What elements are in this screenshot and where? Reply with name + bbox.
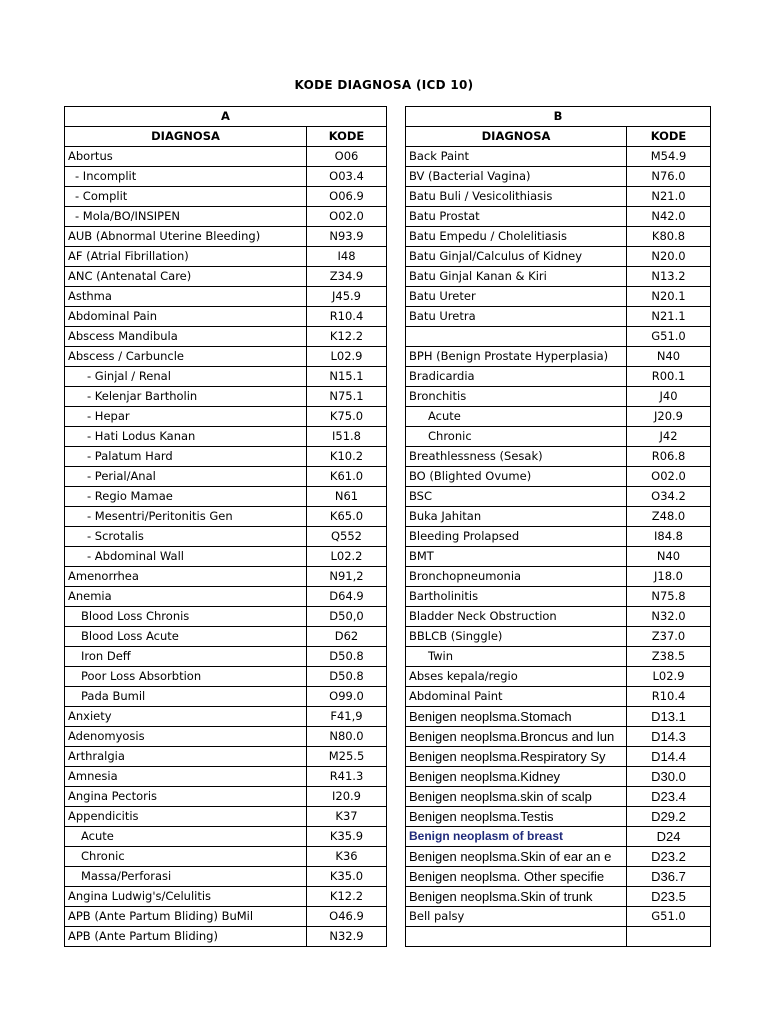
table-row [406,687,711,707]
table-row [65,687,387,707]
kode-cell: O34.2 [627,487,711,507]
kode-cell: K61.0 [307,467,387,487]
table-row [65,507,387,527]
kode-cell: R10.4 [307,307,387,327]
diagnosa-cell [406,327,627,347]
table-row [406,407,711,427]
table-row [65,527,387,547]
diagnosa-cell: Back Paint [406,147,627,167]
kode-cell: N21.0 [627,187,711,207]
kode-cell: R10.4 [627,687,711,707]
diagnosa-cell: ANC (Antenatal Care) [65,267,307,287]
kode-cell: N20.0 [627,247,711,267]
table-row [65,447,387,467]
table-row [406,227,711,247]
diagnosa-cell: - Mesentri/Peritonitis Gen [65,507,307,527]
diagnosa-cell: AUB (Abnormal Uterine Bleeding) [65,227,307,247]
table-row [65,367,387,387]
kode-cell: F41,9 [307,707,387,727]
diagnosa-cell: APB (Ante Partum Bliding) [65,927,307,947]
table-row [406,467,711,487]
table-row [65,927,387,947]
diagnosa-cell: AF (Atrial Fibrillation) [65,247,307,267]
kode-cell: L02.9 [627,667,711,687]
diagnosa-cell: Batu Uretra [406,307,627,327]
table-row [65,587,387,607]
table-row [406,927,711,947]
diagnosa-cell: Abdominal Paint [406,687,627,707]
diagnosa-cell: Acute [65,827,307,847]
kode-cell: D50.8 [307,647,387,667]
kode-cell: J42 [627,427,711,447]
diagnosa-cell: Arthralgia [65,747,307,767]
diagnosa-cell: Adenomyosis [65,727,307,747]
table-row [406,487,711,507]
table-row [406,727,711,747]
table-row [65,207,387,227]
diagnosa-cell: Abscess Mandibula [65,327,307,347]
diagnosa-cell: Buka Jahitan [406,507,627,527]
diagnosa-cell: Batu Buli / Vesicolithiasis [406,187,627,207]
table-row [65,227,387,247]
table-row [406,787,711,807]
diagnosa-cell: - Scrotalis [65,527,307,547]
table-row [65,327,387,347]
kode-cell: K75.0 [307,407,387,427]
kode-cell: D64.9 [307,587,387,607]
diagnosa-cell: Benign neoplasm of breast [406,827,627,847]
kode-cell: Z37.0 [627,627,711,647]
kode-cell: K35.0 [307,867,387,887]
table-row [65,907,387,927]
table-row [65,287,387,307]
diagnosis-table-a [64,106,387,947]
kode-cell: N32.9 [307,927,387,947]
diagnosa-cell: Chronic [65,847,307,867]
diagnosa-cell: APB (Ante Partum Bliding) BuMil [65,907,307,927]
kode-cell: N80.0 [307,727,387,747]
diagnosa-cell: Bronchopneumonia [406,567,627,587]
diagnosa-cell: - Palatum Hard [65,447,307,467]
table-row [406,347,711,367]
column-header-kode: KODE [627,127,711,147]
kode-cell: J18.0 [627,567,711,587]
diagnosa-cell: - Mola/BO/INSIPEN [65,207,307,227]
diagnosa-cell: Angina Pectoris [65,787,307,807]
table-row [65,827,387,847]
kode-cell: K65.0 [307,507,387,527]
table-row [65,667,387,687]
table-row [65,767,387,787]
kode-cell: D30.0 [627,767,711,787]
kode-cell: N93.9 [307,227,387,247]
diagnosis-table-b [405,106,711,947]
diagnosa-cell: Bladder Neck Obstruction [406,607,627,627]
table-row [406,807,711,827]
kode-cell: K80.8 [627,227,711,247]
diagnosa-cell: Benigen neoplsma.Testis [406,807,627,827]
table-row [65,887,387,907]
diagnosa-cell: Abscess / Carbuncle [65,347,307,367]
diagnosa-cell: Batu Ureter [406,287,627,307]
diagnosa-cell: Benigen neoplsma. Other specifie [406,867,627,887]
diagnosa-cell: Bell palsy [406,907,627,927]
diagnosa-cell: Abortus [65,147,307,167]
kode-cell: K10.2 [307,447,387,467]
table-row [406,587,711,607]
table-row [406,907,711,927]
table-row [406,367,711,387]
kode-cell: G51.0 [627,327,711,347]
table-row [406,847,711,867]
kode-cell: I84.8 [627,527,711,547]
table-row [406,187,711,207]
kode-cell: M54.9 [627,147,711,167]
kode-cell: D14.4 [627,747,711,767]
kode-cell: D23.4 [627,787,711,807]
table-row [65,147,387,167]
table-row [406,147,711,167]
diagnosa-cell: Anemia [65,587,307,607]
kode-cell: D62 [307,627,387,647]
table-row [65,267,387,287]
kode-cell: K12.2 [307,327,387,347]
diagnosa-cell [406,927,627,947]
diagnosa-cell: Benigen neoplsma.Kidney [406,767,627,787]
diagnosa-cell: Bleeding Prolapsed [406,527,627,547]
table-row [406,207,711,227]
kode-cell: J40 [627,387,711,407]
table-row [65,787,387,807]
kode-cell: Z48.0 [627,507,711,527]
table-row [406,507,711,527]
kode-cell: N21.1 [627,307,711,327]
diagnosa-cell: - Abdominal Wall [65,547,307,567]
kode-cell: R00.1 [627,367,711,387]
table-row [406,527,711,547]
table-row [65,467,387,487]
table-row [65,807,387,827]
table-row [406,747,711,767]
section-header-b: B [406,107,711,127]
column-header-diagnosa: DIAGNOSA [406,127,627,147]
kode-cell: N13.2 [627,267,711,287]
diagnosa-cell: Benigen neoplsma.Stomach [406,707,627,727]
table-row [65,167,387,187]
kode-cell: I20.9 [307,787,387,807]
diagnosa-cell: BV (Bacterial Vagina) [406,167,627,187]
diagnosa-cell: Benigen neoplsma.skin of scalp [406,787,627,807]
kode-cell: O06.9 [307,187,387,207]
diagnosa-cell: Angina Ludwig's/Celulitis [65,887,307,907]
diagnosa-cell: BPH (Benign Prostate Hyperplasia) [406,347,627,367]
kode-cell: M25.5 [307,747,387,767]
table-row [406,287,711,307]
diagnosa-cell: Amenorrhea [65,567,307,587]
diagnosa-cell: Pada Bumil [65,687,307,707]
kode-cell [627,927,711,947]
diagnosa-cell: Abdominal Pain [65,307,307,327]
kode-cell: L02.2 [307,547,387,567]
table-row [65,647,387,667]
table-row [65,247,387,267]
kode-cell: K37 [307,807,387,827]
diagnosa-cell: BBLCB (Singgle) [406,627,627,647]
diagnosa-cell: Twin [406,647,627,667]
kode-cell: O99.0 [307,687,387,707]
table-row [406,327,711,347]
table-row [65,347,387,367]
kode-cell: D24 [627,827,711,847]
kode-cell: R41.3 [307,767,387,787]
table-row [406,387,711,407]
diagnosa-cell: - Hepar [65,407,307,427]
column-header-diagnosa: DIAGNOSA [65,127,307,147]
diagnosa-cell: Blood Loss Chronis [65,607,307,627]
kode-cell: D23.2 [627,847,711,867]
diagnosa-cell: BSC [406,487,627,507]
diagnosa-cell: BO (Blighted Ovume) [406,467,627,487]
diagnosa-cell: Benigen neoplsma.Skin of ear an e [406,847,627,867]
diagnosa-cell: Blood Loss Acute [65,627,307,647]
kode-cell: N32.0 [627,607,711,627]
table-row [65,727,387,747]
diagnosa-cell: - Incomplit [65,167,307,187]
table-row [65,307,387,327]
diagnosa-cell: - Perial/Anal [65,467,307,487]
table-row [406,887,711,907]
diagnosa-cell: Asthma [65,287,307,307]
table-row [65,407,387,427]
table-row [406,607,711,627]
kode-cell: N75.8 [627,587,711,607]
kode-cell: R06.8 [627,447,711,467]
table-row [65,387,387,407]
kode-cell: Q552 [307,527,387,547]
diagnosa-cell: Batu Prostat [406,207,627,227]
diagnosa-cell: Amnesia [65,767,307,787]
kode-cell: Z38.5 [627,647,711,667]
kode-cell: N40 [627,347,711,367]
diagnosa-cell: Benigen neoplsma.Skin of trunk [406,887,627,907]
kode-cell: I48 [307,247,387,267]
table-row [406,667,711,687]
kode-cell: O46.9 [307,907,387,927]
column-header-kode: KODE [307,127,387,147]
table-row [65,187,387,207]
table-row [406,267,711,287]
kode-cell: O02.0 [307,207,387,227]
kode-cell: K35.9 [307,827,387,847]
diagnosa-cell: Iron Deff [65,647,307,667]
table-row [406,867,711,887]
diagnosa-cell: Bronchitis [406,387,627,407]
kode-cell: Z34.9 [307,267,387,287]
table-row [65,707,387,727]
diagnosa-cell: Acute [406,407,627,427]
kode-cell: N20.1 [627,287,711,307]
kode-cell: J20.9 [627,407,711,427]
kode-cell: N15.1 [307,367,387,387]
table-row [406,567,711,587]
table-row [65,607,387,627]
diagnosa-cell: Breathlessness (Sesak) [406,447,627,467]
kode-cell: D13.1 [627,707,711,727]
diagnosa-cell: Poor Loss Absorbtion [65,667,307,687]
table-row [65,867,387,887]
table-row [406,167,711,187]
table-row [65,747,387,767]
kode-cell: N42.0 [627,207,711,227]
table-row [406,307,711,327]
kode-cell: O03.4 [307,167,387,187]
table-row [65,847,387,867]
kode-cell: O02.0 [627,467,711,487]
kode-cell: K36 [307,847,387,867]
table-row [65,567,387,587]
kode-cell: D23.5 [627,887,711,907]
diagnosa-cell: Bradicardia [406,367,627,387]
kode-cell: G51.0 [627,907,711,927]
diagnosa-cell: - Complit [65,187,307,207]
kode-cell: N61 [307,487,387,507]
diagnosa-cell: - Hati Lodus Kanan [65,427,307,447]
kode-cell: L02.9 [307,347,387,367]
diagnosa-cell: Appendicitis [65,807,307,827]
table-row [406,707,711,727]
diagnosa-cell: Benigen neoplsma.Broncus and lun [406,727,627,747]
diagnosa-cell: Benigen neoplsma.Respiratory Sy [406,747,627,767]
kode-cell: D14.3 [627,727,711,747]
kode-cell: N40 [627,547,711,567]
kode-cell: J45.9 [307,287,387,307]
table-row [65,427,387,447]
diagnosa-cell: Batu Ginjal/Calculus of Kidney [406,247,627,267]
table-row [65,547,387,567]
diagnosa-cell: Chronic [406,427,627,447]
kode-cell: N75.1 [307,387,387,407]
kode-cell: O06 [307,147,387,167]
page-title: KODE DIAGNOSA (ICD 10) [294,78,474,92]
diagnosa-cell: Batu Empedu / Cholelitiasis [406,227,627,247]
kode-cell: D36.7 [627,867,711,887]
kode-cell: N91,2 [307,567,387,587]
table-row [406,827,711,847]
kode-cell: K12.2 [307,887,387,907]
table-row [65,627,387,647]
diagnosa-cell: Batu Ginjal Kanan & Kiri [406,267,627,287]
table-row [406,447,711,467]
diagnosa-cell: Bartholinitis [406,587,627,607]
diagnosa-cell: - Ginjal / Renal [65,367,307,387]
table-a-body [65,147,387,947]
table-row [406,427,711,447]
table-row [406,547,711,567]
table-row [65,487,387,507]
kode-cell: I51.8 [307,427,387,447]
diagnosa-cell: Anxiety [65,707,307,727]
diagnosa-cell: - Regio Mamae [65,487,307,507]
table-row [406,247,711,267]
kode-cell: D29.2 [627,807,711,827]
kode-cell: D50,0 [307,607,387,627]
diagnosa-cell: - Kelenjar Bartholin [65,387,307,407]
table-row [406,767,711,787]
table-row [406,647,711,667]
section-header-a: A [65,107,387,127]
diagnosa-cell: Massa/Perforasi [65,867,307,887]
diagnosa-cell: BMT [406,547,627,567]
kode-cell: N76.0 [627,167,711,187]
diagnosa-cell: Abses kepala/regio [406,667,627,687]
table-b-body [406,147,711,947]
table-row [406,627,711,647]
kode-cell: D50.8 [307,667,387,687]
